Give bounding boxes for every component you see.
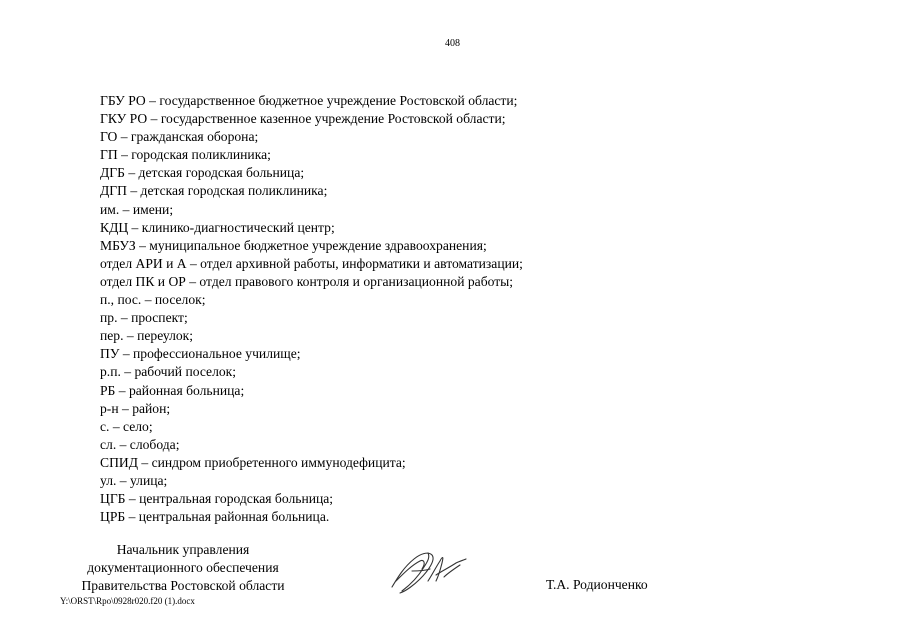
signer-title-line: Правительства Ростовской области (81, 578, 285, 594)
abbreviation-item: ЦРБ – центральная районная больница. (100, 509, 330, 525)
abbreviation-item: отдел АРИ и А – отдел архивной работы, информатики и автоматизации; (100, 255, 523, 271)
abbreviation-item: р.п. – рабочий поселок; (100, 364, 237, 380)
abbreviation-list (100, 92, 820, 526)
abbreviation-item: ГБУ РО – государственное бюджетное учреждение Ростовской области; (100, 93, 518, 108)
abbreviation-item: ГО – гражданская оборона; (100, 129, 259, 145)
abbreviation-item: ЦГБ – центральная городская больница; (100, 491, 334, 507)
abbreviation-item: отдел ПК и ОР – отдел правового контроля и организационной работы; (100, 273, 514, 289)
signer-title (58, 541, 308, 596)
abbreviation-item: ул. – улица; (100, 472, 168, 488)
signer-name: Т.А. Родионченко (546, 577, 648, 592)
abbreviation-item: СПИД – синдром приобретенного иммунодефицита; (100, 454, 406, 470)
abbreviation-item: КДЦ – клинико-диагностический центр; (100, 219, 335, 235)
abbreviation-item: ДГП – детская городская поликлиника; (100, 183, 328, 199)
abbreviation-item: ГКУ РО – государственное казенное учреждение Ростовской области; (100, 111, 506, 127)
abbreviation-item: им. – имени; (100, 201, 174, 217)
abbreviation-item: ГП – городская поликлиника; (100, 147, 271, 163)
abbreviation-item: ДГБ – детская городская больница; (100, 165, 305, 181)
signer-title-line: документационного обеспечения (87, 560, 279, 576)
abbreviation-item: п., пос. – поселок; (100, 292, 206, 308)
handwritten-signature (384, 541, 470, 597)
file-path: Y:\ORST\Rpo\0928r020.f20 (1).docx (60, 596, 195, 606)
abbreviation-item: сл. – слобода; (100, 436, 180, 452)
abbreviation-item: ПУ – профессиональное училище; (100, 346, 301, 362)
abbreviation-item: пер. – переулок; (100, 328, 194, 344)
abbreviation-item: РБ – районная больница; (100, 382, 245, 398)
abbreviation-item: с. – село; (100, 418, 153, 434)
signer-title-line: Начальник управления (116, 542, 250, 557)
page-number: 408 (445, 38, 460, 49)
abbreviation-item: пр. – проспект; (100, 310, 188, 326)
abbreviation-item: МБУЗ – муниципальное бюджетное учреждение здравоохранения; (100, 237, 487, 253)
abbreviation-item: р-н – район; (100, 400, 171, 416)
